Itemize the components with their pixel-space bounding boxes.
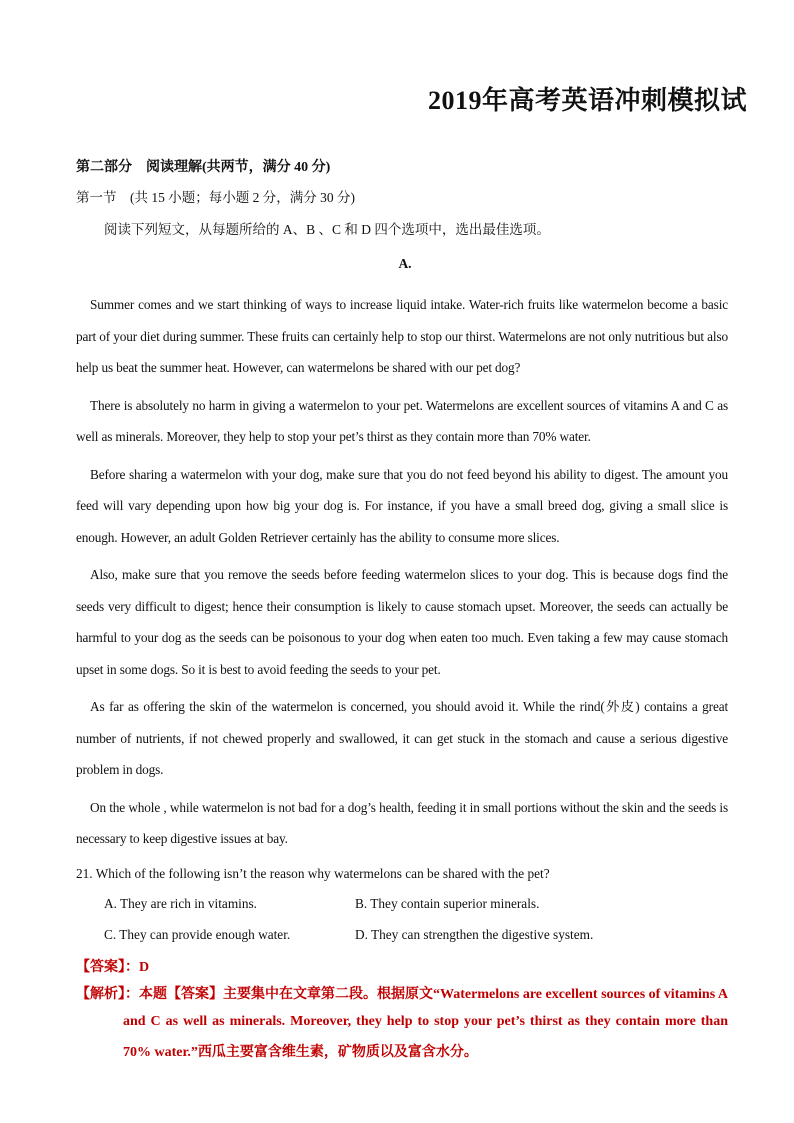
paragraph: There is absolutely no harm in giving a watermelon to your pet. Watermelons are excellent sources of vitamins A and C as well as minerals. Moreover, they help to stop your pet’s thirst as they contain more than 70% water. [76, 397, 728, 444]
section-heading: 第一节 (共 15 小题；每小题 2 分，满分 30 分) [76, 190, 355, 205]
reading-passage [76, 289, 728, 861]
passage-label: A. [398, 256, 412, 271]
paragraph: Before sharing a watermelon with your dog, make sure that you do not feed beyond his ability to digest. The amount you feed will vary depending upon how big your dog is. For instance, if you have a small breed dog, giving a small slice is enough. However, an adult Golden Retriever certainly has the ability to consume more slices. [76, 466, 728, 545]
option-d: D. They can strengthen the digestive system. [355, 927, 594, 942]
analysis-rest: and C as well as minerals. Moreover, they help to stop your pet’s thirst as they contain more than 70% water.”西瓜主要富含维生素，矿物质以及富含水分。 [123, 1014, 728, 1060]
page-title: 2019年高考英语冲刺模拟试 [428, 86, 748, 115]
option-c: C. They can provide enough water. [104, 927, 291, 942]
question-stem: 21. Which of the following isn’t the reason why watermelons can be shared with the pet? [76, 866, 550, 881]
option-a: A. They are rich in vitamins. [104, 896, 257, 911]
analysis [76, 984, 728, 1068]
paragraph: On the whole , while watermelon is not bad for a dog’s health, feeding it in small portions without the skin and the seeds is necessary to keep digestive issues at bay. [76, 799, 728, 846]
part-heading: 第二部分 阅读理解(共两节，满分 40 分) [76, 160, 331, 175]
paragraph: Summer comes and we start thinking of ways to increase liquid intake. Water-rich fruits like watermelon become a basic part of your diet during summer. These fruits can certainly help to stop our thirst. Watermelons are not only nutritious but also help us beat the summer heat. However, can watermelons be shared with our pet dog? [76, 297, 728, 375]
instructions: 阅读下列短文，从每题所给的 A、B 、C 和 D 四个选项中，选出最佳选项。 [104, 222, 550, 237]
paragraph: As far as offering the skin of the watermelon is concerned, you should avoid it. While the rind(外皮) contains a great number of nutrients, if not chewed properly and swallowed, it can get stuck in the stomach and cause a serious digestive problem in dogs. [76, 699, 728, 777]
option-b: B. They contain superior minerals. [355, 896, 540, 911]
analysis-first-line: 【解析】：本题【答案】主要集中在文章第二段。根据原文“Watermelons are excellent sources of vitamins A [76, 987, 728, 1002]
question-21 [76, 863, 736, 946]
paragraph: Also, make sure that you remove the seeds before feeding watermelon slices to your dog. This is because dogs find the seeds very difficult to digest; hence their consumption is likely to cause stomach upset. Moreover, the seeds can actually be harmful to your dog as the seeds can be poisonous to your dog when eaten too much. Even taking a few may cause stomach upset in some dogs. So it is best to avoid feeding the seeds to your pet. [76, 567, 728, 677]
answer-key: 【答案】：D [76, 960, 150, 975]
answer-options [104, 893, 736, 946]
